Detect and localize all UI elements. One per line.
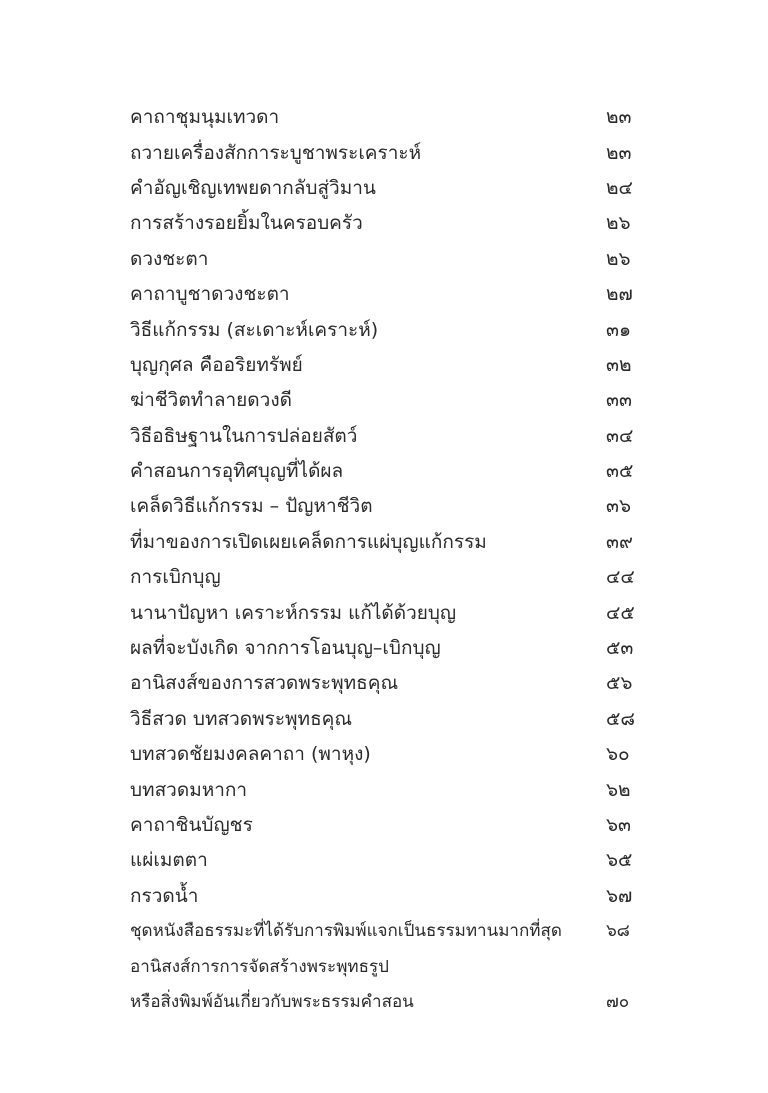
toc-entry-page: ๖๘ bbox=[606, 921, 630, 942]
table-of-contents bbox=[130, 100, 650, 1020]
toc-entry-page: ๕๖ bbox=[606, 672, 633, 695]
toc-entry[interactable] bbox=[130, 666, 650, 701]
toc-entry[interactable] bbox=[130, 171, 650, 206]
toc-entry-page: ๖๗ bbox=[606, 884, 633, 907]
toc-entry-title: คาถาชินบัญชร bbox=[130, 814, 253, 836]
toc-entry[interactable] bbox=[130, 525, 650, 560]
toc-entry-title: อานิสงส์ของการสวดพระพุทธคุณ bbox=[130, 672, 399, 695]
toc-entry-title: วิธีสวด บทสวดพระพุทธคุณ bbox=[130, 707, 353, 730]
toc-entry-page: ๖๕ bbox=[606, 849, 633, 872]
toc-entry-title: คำอัญเชิญเทพยดากลับสู่วิมาน bbox=[130, 176, 376, 199]
toc-entry-title: ดวงชะตา bbox=[130, 247, 209, 270]
toc-entry-page: ๔๕ bbox=[606, 601, 635, 624]
toc-entry-page: ๕๘ bbox=[606, 707, 636, 730]
toc-entry[interactable] bbox=[130, 949, 650, 984]
toc-entry[interactable] bbox=[130, 808, 650, 843]
toc-entry-page: ๓๖ bbox=[606, 495, 632, 518]
toc-entry-title: ที่มาของการเปิดเผยเคล็ดการแผ่บุญแก้กรรม bbox=[130, 530, 487, 553]
toc-entry-title: อานิสงส์การการจัดสร้างพระพุทธรูป bbox=[130, 956, 389, 977]
toc-entry-title: แผ่เมตตา bbox=[130, 849, 208, 872]
toc-entry-title: เคล็ดวิธีแก้กรรม – ปัญหาชีวิต bbox=[130, 495, 373, 518]
toc-entry[interactable] bbox=[130, 312, 650, 347]
toc-entry[interactable] bbox=[130, 348, 650, 383]
toc-entry-page: ๓๕ bbox=[606, 460, 634, 483]
toc-entry-page: ๒๔ bbox=[606, 176, 633, 199]
toc-entry-page: ๖๓ bbox=[606, 814, 632, 836]
toc-entry[interactable] bbox=[130, 489, 650, 524]
toc-entry-page: ๔๔ bbox=[606, 566, 635, 589]
toc-entry[interactable] bbox=[130, 206, 650, 241]
toc-entry-page: ๒๖ bbox=[606, 212, 631, 235]
toc-entry-title: ฆ่าชีวิตทำลายดวงดี bbox=[130, 389, 292, 412]
toc-entry[interactable] bbox=[130, 419, 650, 454]
toc-entry-title: บทสวดชัยมงคลคาถา (พาหุง) bbox=[130, 743, 371, 766]
toc-entry-title: วิธีอธิษฐานในการปล่อยสัตว์ bbox=[130, 424, 358, 447]
toc-entry[interactable] bbox=[130, 631, 650, 666]
toc-entry-title: การสร้างรอยยิ้มในครอบครัว bbox=[130, 212, 363, 235]
toc-entry-page: ๓๓ bbox=[606, 389, 632, 412]
toc-entry[interactable] bbox=[130, 242, 650, 277]
toc-entry-title: ถวายเครื่องสักการะบูชาพระเคราะห์ bbox=[130, 141, 422, 164]
toc-entry-title: นานาปัญหา เคราะห์กรรม แก้ได้ด้วยบุญ bbox=[130, 601, 457, 624]
toc-entry-title: หรือสิ่งพิมพ์อันเกี่ยวกับพระธรรมคำสอน bbox=[130, 991, 414, 1012]
toc-entry-page: ๒๖ bbox=[606, 247, 631, 270]
toc-entry-page: ๒๗ bbox=[606, 283, 633, 306]
toc-entry[interactable] bbox=[130, 702, 650, 737]
toc-entry[interactable] bbox=[130, 879, 650, 914]
toc-entry-page: ๖๐ bbox=[606, 743, 630, 766]
toc-entry[interactable] bbox=[130, 560, 650, 595]
toc-entry-page: ๒๓ bbox=[606, 141, 632, 164]
toc-entry-page: ๓๒ bbox=[606, 353, 632, 376]
toc-entry-title: คาถาบูชาดวงชะตา bbox=[130, 283, 290, 306]
toc-entry[interactable] bbox=[130, 914, 650, 949]
toc-entry[interactable] bbox=[130, 843, 650, 878]
toc-entry-title: กรวดน้ำ bbox=[130, 884, 199, 907]
toc-entry-page: ๓๙ bbox=[606, 530, 633, 553]
toc-entry[interactable] bbox=[130, 985, 650, 1020]
toc-entry-page: ๓๑ bbox=[606, 318, 632, 341]
toc-entry[interactable] bbox=[130, 100, 650, 135]
toc-entry-page: ๕๓ bbox=[606, 637, 634, 660]
toc-entry[interactable] bbox=[130, 737, 650, 772]
toc-entry[interactable] bbox=[130, 454, 650, 489]
toc-entry-title: ชุดหนังสือธรรมะที่ได้รับการพิมพ์แจกเป็นธรรมทานมากที่สุด bbox=[130, 921, 562, 942]
toc-entry-title: ผลที่จะบังเกิด จากการโอนบุญ–เบิกบุญ bbox=[130, 637, 441, 660]
toc-entry-title: คำสอนการอุทิศบุญที่ได้ผล bbox=[130, 460, 344, 483]
toc-entry-title: วิธีแก้กรรม (สะเดาะห์เคราะห์) bbox=[130, 318, 379, 341]
toc-entry-page: ๖๒ bbox=[606, 778, 631, 801]
toc-entry-page: ๗๐ bbox=[606, 991, 630, 1012]
toc-entry[interactable] bbox=[130, 277, 650, 312]
toc-entry-page: ๒๓ bbox=[606, 106, 632, 129]
toc-entry-title: คาถาชุมนุมเทวดา bbox=[130, 106, 280, 129]
toc-entry-title: บทสวดมหากา bbox=[130, 778, 248, 801]
toc-entry[interactable] bbox=[130, 595, 650, 630]
toc-entry-title: บุญกุศล คืออริยทรัพย์ bbox=[130, 353, 303, 376]
toc-entry[interactable] bbox=[130, 383, 650, 418]
toc-entry[interactable] bbox=[130, 135, 650, 170]
toc-entry-title: การเบิกบุญ bbox=[130, 566, 221, 589]
toc-entry-page: ๓๔ bbox=[606, 424, 634, 447]
toc-entry[interactable] bbox=[130, 772, 650, 807]
